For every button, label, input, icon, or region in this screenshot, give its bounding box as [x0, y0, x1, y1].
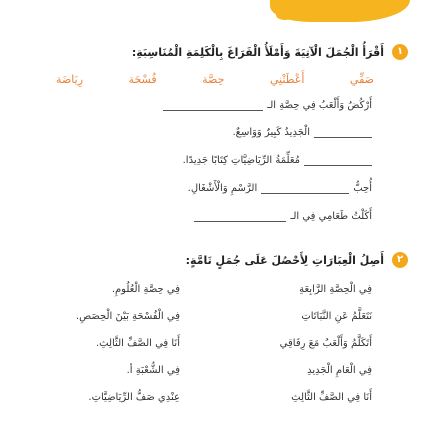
- decorative-splash: [270, 0, 410, 22]
- exercise-2-header: [186, 252, 408, 268]
- exercise-1-instruction: أَقْرَأُ الْجُمَلَ الْآتِيَةَ وَأَمْلَأُ الْفَرَاغَ بِالْكَلِمَةِ الْمُنَاسِبَةِ:: [131, 45, 384, 59]
- word-bank-item[interactable]: رِيَاضَة: [56, 73, 84, 86]
- exercise-1-header: [132, 44, 408, 60]
- sentence-text: مُعَلِّمَةُ الرِّيَاضِيَّاتِ كِتَابًا جَدِيدًا.: [182, 155, 300, 166]
- sentence-1: [163, 100, 372, 111]
- sentence-3: [183, 155, 372, 166]
- match-left-item[interactable]: فِي الْفُسْحَةِ بَيْنَ الْحِصَصِ.: [75, 311, 180, 322]
- fill-blank[interactable]: [304, 155, 372, 166]
- match-left-item[interactable]: أَنَا فِي الصَّفِّ الثَّالِثِ.: [95, 338, 180, 349]
- sentence-4: [188, 183, 372, 194]
- sentence-text: الرَّسْمِ وَالْأَشْغَالِ.: [187, 183, 258, 194]
- fill-blank[interactable]: [314, 127, 372, 138]
- word-bank-item[interactable]: فُسْحَة: [128, 73, 157, 86]
- exercise-2-number-badge: ٢: [392, 252, 408, 268]
- match-right-item[interactable]: أَنَا فِي الصَّفِّ الثَّالِثِ: [291, 392, 372, 403]
- match-left-item[interactable]: عِنْدِي صَفُّ الرِّيَاضِيَّاتِ.: [88, 392, 180, 403]
- sentence-text: أُحِبُّ: [353, 183, 372, 194]
- word-bank: [56, 73, 374, 86]
- fill-blank[interactable]: [194, 211, 286, 222]
- match-left-item[interactable]: فِي الشُّعْبَةِ أ.: [126, 365, 180, 376]
- match-left-item[interactable]: فِي حِصَّةِ الْعُلُومِ.: [111, 284, 180, 295]
- match-right-item[interactable]: نَتَعَلَّمُ عَنِ النَّبَاتَاتِ: [301, 311, 372, 322]
- match-right-item[interactable]: فِي الْعَامِ الْجَدِيدِ: [307, 365, 372, 376]
- sentence-text: أَرْكُضُ وَأَلْعَبُ فِي حِصَّةِ الـ: [267, 100, 372, 111]
- word-bank-item[interactable]: صَفِّي: [349, 73, 374, 86]
- sentence-text: أَكَلْتُ طَعَامِي فِي الـ: [290, 211, 372, 222]
- match-right-item[interactable]: فِي الْحِصَّةِ الرَّابِعَةِ: [299, 284, 372, 295]
- sentence-2: [232, 127, 372, 138]
- fill-blank[interactable]: [261, 183, 349, 194]
- sentence-text: الْجَدِيدُ كَبِيرٌ وَوَاسِعٌ.: [232, 127, 310, 138]
- sentence-5: [194, 211, 372, 222]
- exercise-2-instruction: أَصِلُ الْعِبَارَاتِ لِأَحْصُلَ عَلَى جُمَلٍ تَامَّةٍ:: [185, 253, 384, 267]
- match-right-item[interactable]: أَتَكَلَّمُ وَأَلْعَبُ مَعَ رِفَاقِي: [279, 338, 372, 349]
- exercise-1-number-badge: ١: [392, 44, 408, 60]
- word-bank-item[interactable]: أَعْطَتْنِي: [269, 73, 305, 86]
- word-bank-item[interactable]: حِصَّة: [202, 73, 225, 86]
- fill-blank[interactable]: [163, 100, 263, 111]
